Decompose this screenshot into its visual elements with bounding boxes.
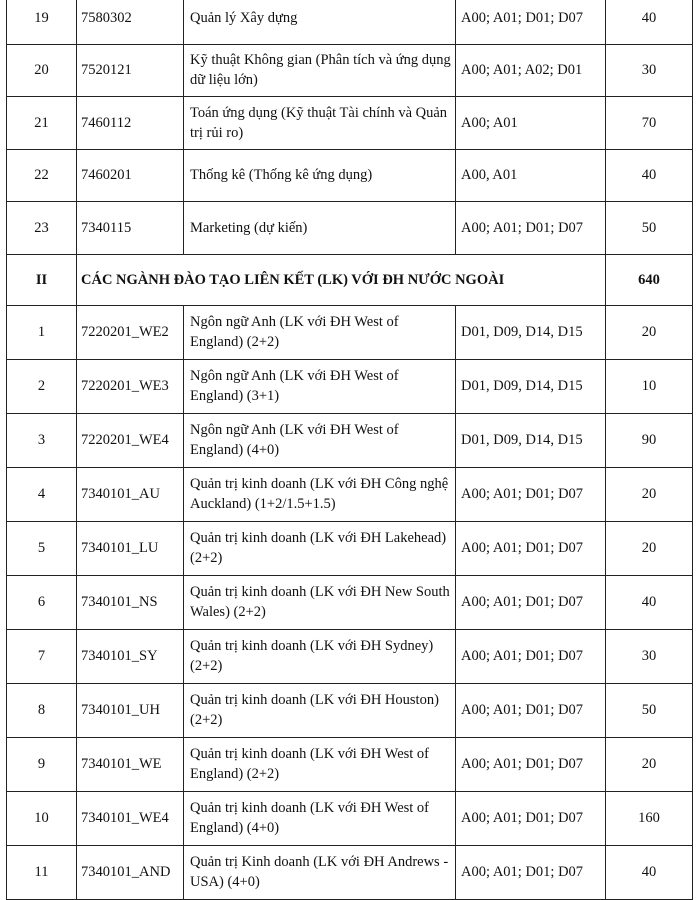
subject-combinations: A00; A01; D01; D07: [456, 737, 606, 791]
quota-value: 20: [606, 521, 693, 575]
program-code: 7340101_NS: [77, 575, 184, 629]
row-number: 7: [7, 629, 77, 683]
row-number: 8: [7, 683, 77, 737]
program-name: Ngôn ngữ Anh (LK với ĐH West of England) (3+1): [184, 359, 456, 413]
subject-combinations: A00; A01; D01; D07: [456, 629, 606, 683]
subject-combinations: A00; A01; D01; D07: [456, 202, 606, 255]
table-row: [7, 305, 693, 359]
quota-value: 30: [606, 44, 693, 97]
program-code: 7460112: [77, 97, 184, 150]
table-row: [7, 683, 693, 737]
program-code: 7340115: [77, 202, 184, 255]
row-number: 2: [7, 359, 77, 413]
table-row: [7, 0, 693, 44]
row-number: 1: [7, 305, 77, 359]
subject-combinations: A00; A01; D01; D07: [456, 467, 606, 521]
program-name: Ngôn ngữ Anh (LK với ĐH West of England) (2+2): [184, 305, 456, 359]
table-row: [7, 359, 693, 413]
table-row: [7, 629, 693, 683]
row-number: 23: [7, 202, 77, 255]
row-number: 5: [7, 521, 77, 575]
program-code: 7340101_WE: [77, 737, 184, 791]
table-row: [7, 791, 693, 845]
row-number: 3: [7, 413, 77, 467]
program-name: Quản lý Xây dựng: [184, 0, 456, 44]
program-code: 7520121: [77, 44, 184, 97]
row-number: 21: [7, 97, 77, 150]
program-code: 7580302: [77, 0, 184, 44]
table-row: [7, 149, 693, 202]
program-code: 7220201_WE4: [77, 413, 184, 467]
group-number: II: [7, 254, 77, 305]
table-row: [7, 737, 693, 791]
subject-combinations: D01, D09, D14, D15: [456, 305, 606, 359]
program-code: 7340101_LU: [77, 521, 184, 575]
program-name: Quản trị kinh doanh (LK với ĐH Sydney) (2+2): [184, 629, 456, 683]
program-name: Ngôn ngữ Anh (LK với ĐH West of England) (4+0): [184, 413, 456, 467]
row-number: 4: [7, 467, 77, 521]
program-code: 7340101_WE4: [77, 791, 184, 845]
program-name: Marketing (dự kiến): [184, 202, 456, 255]
quota-value: 10: [606, 359, 693, 413]
program-name: Quản trị kinh doanh (LK với ĐH Công nghệ Auckland) (1+2/1.5+1.5): [184, 467, 456, 521]
quota-value: 20: [606, 737, 693, 791]
quota-value: 50: [606, 202, 693, 255]
subject-combinations: D01, D09, D14, D15: [456, 359, 606, 413]
quota-value: 40: [606, 575, 693, 629]
program-name: Kỹ thuật Không gian (Phân tích và ứng dụng dữ liệu lớn): [184, 44, 456, 97]
quota-value: 30: [606, 629, 693, 683]
subject-combinations: A00; A01; D01; D07: [456, 575, 606, 629]
program-name: Quản trị kinh doanh (LK với ĐH Lakehead) (2+2): [184, 521, 456, 575]
program-name: Quản trị kinh doanh (LK với ĐH West of England) (2+2): [184, 737, 456, 791]
program-code: 7340101_UH: [77, 683, 184, 737]
subject-combinations: A00; A01; D01; D07: [456, 683, 606, 737]
quota-value: 20: [606, 305, 693, 359]
table-body: [7, 0, 693, 899]
program-code: 7220201_WE3: [77, 359, 184, 413]
quota-value: 70: [606, 97, 693, 150]
table-row: [7, 413, 693, 467]
group-header-row: [7, 254, 693, 305]
quota-value: 20: [606, 467, 693, 521]
row-number: 6: [7, 575, 77, 629]
quota-value: 40: [606, 845, 693, 899]
program-name: Quản trị kinh doanh (LK với ĐH New South Wales) (2+2): [184, 575, 456, 629]
program-code: 7340101_AND: [77, 845, 184, 899]
admission-quota-table: [6, 0, 693, 900]
program-name: Thống kê (Thống kê ứng dụng): [184, 149, 456, 202]
subject-combinations: A00; A01; D01; D07: [456, 521, 606, 575]
quota-value: 160: [606, 791, 693, 845]
table-row: [7, 97, 693, 150]
subject-combinations: D01, D09, D14, D15: [456, 413, 606, 467]
table-row: [7, 575, 693, 629]
program-code: 7220201_WE2: [77, 305, 184, 359]
row-number: 20: [7, 44, 77, 97]
program-name: Quản trị kinh doanh (LK với ĐH West of England) (4+0): [184, 791, 456, 845]
program-code: 7340101_SY: [77, 629, 184, 683]
subject-combinations: A00; A01; D01; D07: [456, 791, 606, 845]
table-row: [7, 44, 693, 97]
quota-value: 50: [606, 683, 693, 737]
subject-combinations: A00, A01: [456, 149, 606, 202]
group-quota: 640: [606, 254, 693, 305]
subject-combinations: A00; A01: [456, 97, 606, 150]
program-name: Quản trị Kinh doanh (LK với ĐH Andrews - USA) (4+0): [184, 845, 456, 899]
program-code: 7460201: [77, 149, 184, 202]
program-code: 7340101_AU: [77, 467, 184, 521]
group-title: CÁC NGÀNH ĐÀO TẠO LIÊN KẾT (LK) VỚI ĐH NƯỚC NGOÀI: [77, 254, 606, 305]
quota-value: 40: [606, 0, 693, 44]
subject-combinations: A00; A01; A02; D01: [456, 44, 606, 97]
table-row: [7, 202, 693, 255]
table-row: [7, 521, 693, 575]
program-name: Toán ứng dụng (Kỹ thuật Tài chính và Quản trị rủi ro): [184, 97, 456, 150]
subject-combinations: A00; A01; D01; D07: [456, 0, 606, 44]
table-row: [7, 467, 693, 521]
row-number: 11: [7, 845, 77, 899]
row-number: 10: [7, 791, 77, 845]
table-row: [7, 845, 693, 899]
subject-combinations: A00; A01; D01; D07: [456, 845, 606, 899]
row-number: 9: [7, 737, 77, 791]
row-number: 22: [7, 149, 77, 202]
quota-value: 90: [606, 413, 693, 467]
program-name: Quản trị kinh doanh (LK với ĐH Houston) (2+2): [184, 683, 456, 737]
row-number: 19: [7, 0, 77, 44]
quota-value: 40: [606, 149, 693, 202]
